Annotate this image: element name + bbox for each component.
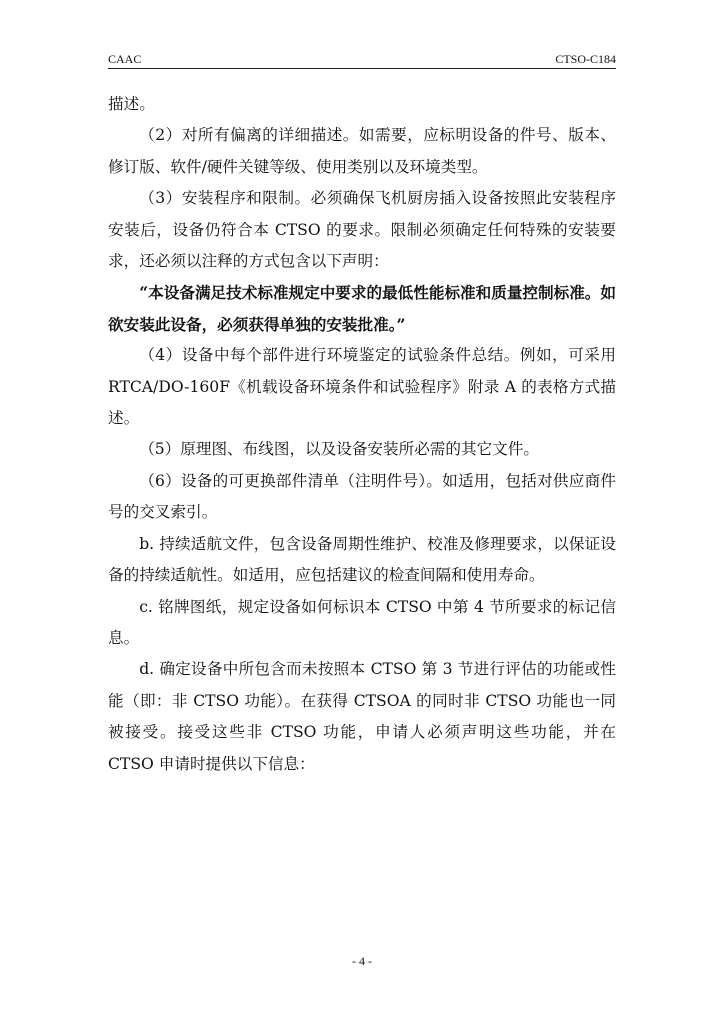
paragraph-item-c: c. 铭牌图纸，规定设备如何标识本 CTSO 中第 4 节所要求的标记信息。 [108, 597, 616, 647]
page-number: - 4 - [352, 954, 372, 968]
paragraph-item-6: （6）设备的可更换部件清单（注明件号）。如适用，包括对供应商件号的交叉索引。 [108, 471, 616, 522]
paragraph-item-b: b. 持续适航文件，包含设备周期性维护、校准及修理要求，以保证设备的持续适航性。如适用，应包括建议的检查间隔和使用寿命。 [108, 534, 616, 585]
document-body [108, 89, 616, 780]
paragraph-item-4: （4）设备中每个部件进行环境鉴定的试验条件总结。例如，可采用 RTCA/DO-160F《机载设备环境条件和试验程序》附录 A 的表格方式描述。 [108, 346, 616, 428]
paragraph-statement: “本设备满足技术标准规定中要求的最低性能标准和质量控制标准。如欲安装此设备，必须获得单独的安装批准。” [108, 283, 616, 334]
paragraph-item-3: （3）安装程序和限制。必须确保飞机厨房插入设备按照此安装程序安装后，设备仍符合本 CTSO 的要求。限制必须确定任何特殊的安装要求，还必须以注释的方式包含以下声明： [108, 189, 616, 271]
header-doc-id: CTSO-C184 [555, 52, 616, 66]
paragraph-continuation: 描述。 [108, 95, 155, 113]
paragraph-item-d: d. 确定设备中所包含而未按照本 CTSO 第 3 节进行评估的功能或性能（即：非 CTSO 功能）。在获得 CTSOA 的同时非 CTSO 功能也一同被接受。接受这些非 CTSO 功能，申请人必须声明这些功能，并在 CTSO 申请时提供以下信息： [108, 660, 616, 773]
page-header [108, 52, 616, 69]
paragraph-item-2: （2）对所有偏离的详细描述。如需要，应标明设备的件号、版本、修订版、软件/硬件关键等级、使用类别以及环境类型。 [108, 126, 616, 176]
paragraph-item-5: （5）原理图、布线图，以及设备安装所必需的其它文件。 [139, 440, 539, 459]
header-org: CAAC [108, 52, 142, 66]
